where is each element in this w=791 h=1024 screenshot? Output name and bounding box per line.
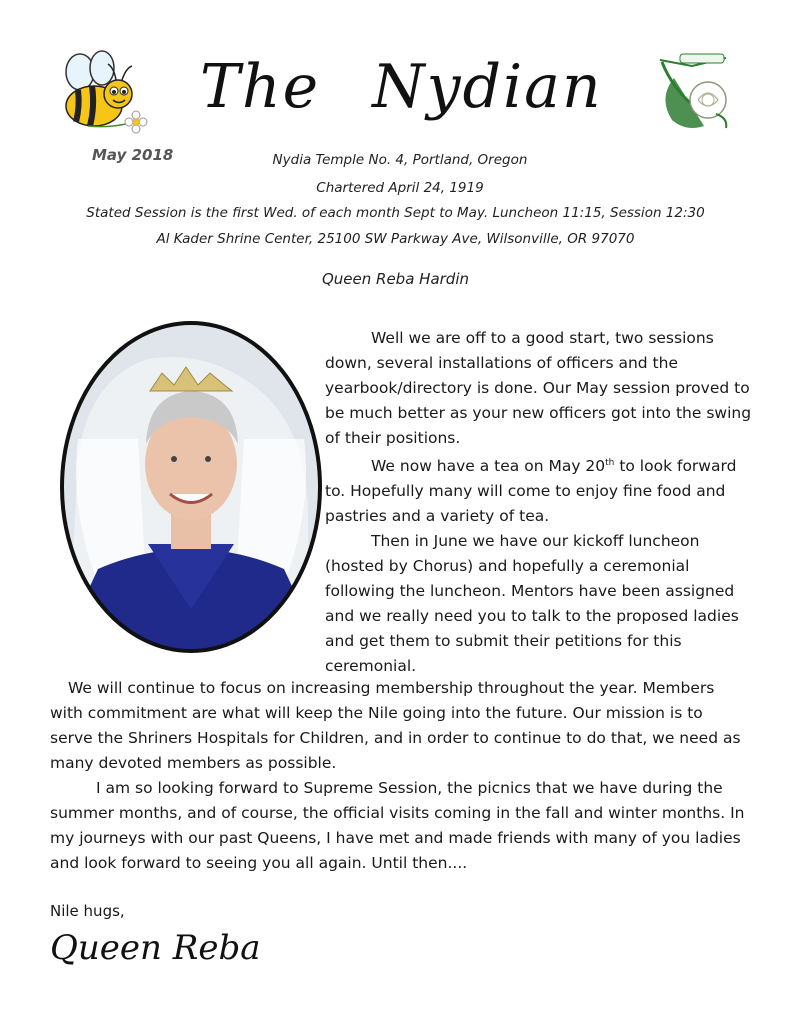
- daughters-of-nile-emblem-icon: [652, 48, 736, 134]
- letter-right-column: [325, 326, 755, 679]
- closing-line: Nile hugs,: [50, 902, 125, 920]
- signature: Queen Reba: [50, 928, 261, 968]
- newsletter-title: [200, 52, 603, 122]
- queen-portrait: [58, 319, 324, 655]
- letter-paragraph-5: I am so looking forward to Supreme Session, the picnics that we have during the summer months, and of course, the official visits coming in the fall and winter months. In my journeys with our past Queens, I have met and made friends with many of you ladies and look forward to seeing you all again. Until then....: [50, 779, 745, 872]
- queen-name: Queen Reba Hardin: [321, 270, 469, 288]
- tea-date-text: We now have a tea on May 20: [371, 457, 606, 476]
- title-word-the: The: [200, 52, 321, 122]
- tea-date-superscript: th: [605, 458, 615, 468]
- letter-paragraph-3: Then in June we have our kickoff luncheon (hosted by Chorus) and hopefully a ceremonial following the luncheon. Mentors have been assigned and we really need you to talk to the proposed ladies and get them to submit their petitions for this ceremonial.: [325, 532, 739, 676]
- chartered-line: Chartered April 24, 1919: [316, 180, 484, 196]
- session-line: Stated Session is the first Wed. of each month Sept to May. Luncheon 11:15, Session 12:30: [86, 205, 705, 221]
- letter-paragraph-1: Well we are off to a good start, two sessions down, several installations of officers and the yearbook/directory is done. Our May session proved to be much better as your new officers got into the swing of their positions.: [325, 329, 752, 447]
- bee-illustration-icon: [58, 48, 153, 140]
- letter-paragraph-2: [325, 451, 755, 529]
- letter-full-width: [50, 676, 750, 876]
- title-word-nydian: Nydian: [372, 52, 603, 122]
- address-line: Al Kader Shrine Center, 25100 SW Parkway Ave, Wilsonville, OR 97070: [156, 231, 635, 247]
- issue-date: May 2018: [92, 146, 174, 164]
- temple-line: Nydia Temple No. 4, Portland, Oregon: [272, 152, 528, 168]
- letter-paragraph-4: We will continue to focus on increasing membership throughout the year. Members with commitment are what will keep the Nile going into the future. Our mission is to serve the Shriners Hospitals for Children, and in order to continue to do that, we need as many devoted members as possible.: [50, 679, 741, 772]
- tea-rest-text: to look forward to. Hopefully many will come to enjoy fine food and pastries and a variety of tea.: [325, 457, 737, 526]
